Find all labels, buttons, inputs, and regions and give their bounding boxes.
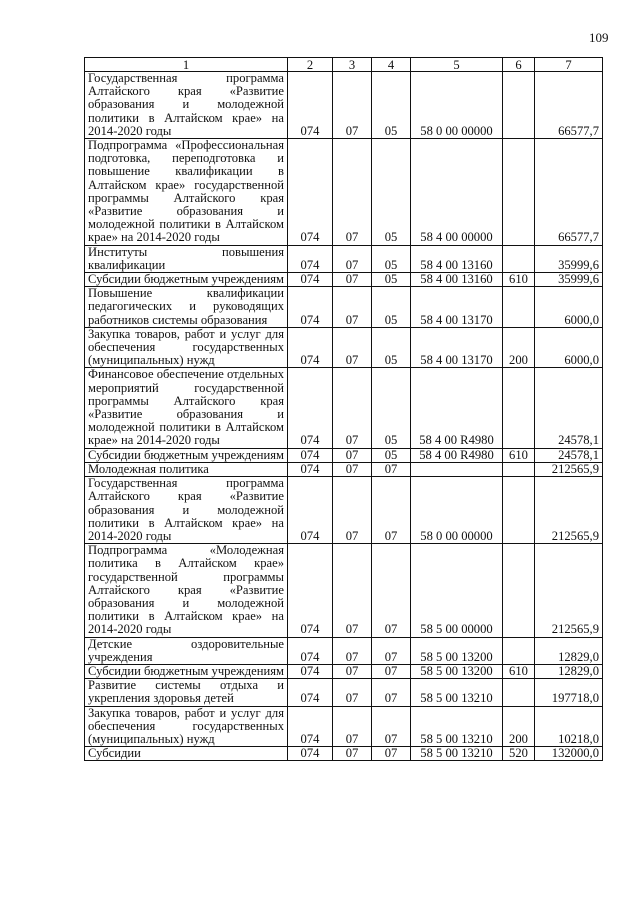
- target-article: 58 4 00 13160: [411, 245, 503, 272]
- row-name: Субсидии бюджетным учреждениям: [85, 448, 288, 462]
- subsection-code: 05: [372, 368, 411, 448]
- section-code: 07: [333, 637, 372, 664]
- target-article: 58 5 00 13210: [411, 747, 503, 761]
- column-header: 6: [503, 58, 535, 72]
- expense-type: [503, 72, 535, 139]
- section-code: 07: [333, 462, 372, 476]
- table-row: [85, 368, 603, 448]
- table-row: [85, 448, 603, 462]
- section-code: 07: [333, 245, 372, 272]
- row-name: Закупка товаров, работ и услуг для обеспечения государственных (муниципальных) нужд: [85, 706, 288, 747]
- row-name: Молодежная политика: [85, 462, 288, 476]
- amount: 12829,0: [535, 664, 603, 678]
- amount: 66577,7: [535, 139, 603, 246]
- amount: 24578,1: [535, 448, 603, 462]
- amount: 12829,0: [535, 637, 603, 664]
- row-name: Подпрограмма «Профессиональная подготовка, переподготовка и повышение квалификации в Алтайском крае» государственной программы Алтайского края «Развитие образования и молодежной политики в Алтайском крае» на 2014-2020 годы: [85, 139, 288, 246]
- amount: 197718,0: [535, 679, 603, 706]
- target-article: [411, 462, 503, 476]
- expense-type: [503, 679, 535, 706]
- expense-type: 610: [503, 664, 535, 678]
- row-name: Субсидии: [85, 747, 288, 761]
- ministry-code: 074: [288, 139, 333, 246]
- table-row: [85, 747, 603, 761]
- ministry-code: 074: [288, 664, 333, 678]
- section-code: 07: [333, 477, 372, 544]
- subsection-code: 05: [372, 273, 411, 287]
- row-name: Институты повышения квалификации: [85, 245, 288, 272]
- row-name: Подпрограмма «Молодежная политика в Алтайском крае» государственной программы Алтайского края «Развитие образования и молодежной политики в Алтайском крае» на 2014-2020 годы: [85, 544, 288, 637]
- ministry-code: 074: [288, 287, 333, 328]
- table-row: [85, 637, 603, 664]
- section-code: 07: [333, 664, 372, 678]
- table-row: [85, 287, 603, 328]
- expense-type: [503, 245, 535, 272]
- ministry-code: 074: [288, 637, 333, 664]
- section-code: 07: [333, 679, 372, 706]
- amount: 10218,0: [535, 706, 603, 747]
- ministry-code: 074: [288, 448, 333, 462]
- subsection-code: 05: [372, 327, 411, 368]
- subsection-code: 05: [372, 139, 411, 246]
- amount: 212565,9: [535, 477, 603, 544]
- subsection-code: 07: [372, 747, 411, 761]
- subsection-code: 07: [372, 637, 411, 664]
- row-name: Государственная программа Алтайского края «Развитие образования и молодежной политики в Алтайском крае» на 2014-2020 годы: [85, 477, 288, 544]
- expense-type: [503, 368, 535, 448]
- section-code: 07: [333, 72, 372, 139]
- ministry-code: 074: [288, 544, 333, 637]
- table-row: [85, 139, 603, 246]
- row-name: Финансовое обеспечение отдельных мероприятий государственной программы Алтайского края «Развитие образования и молодежной политики в Алтайском крае» на 2014-2020 годы: [85, 368, 288, 448]
- section-code: 07: [333, 747, 372, 761]
- subsection-code: 05: [372, 287, 411, 328]
- ministry-code: 074: [288, 368, 333, 448]
- column-header: 7: [535, 58, 603, 72]
- target-article: 58 5 00 13210: [411, 706, 503, 747]
- row-name: Субсидии бюджетным учреждениям: [85, 664, 288, 678]
- target-article: 58 4 00 R4980: [411, 448, 503, 462]
- subsection-code: 07: [372, 679, 411, 706]
- page-number: 109: [589, 30, 609, 45]
- subsection-code: 07: [372, 706, 411, 747]
- amount: 66577,7: [535, 72, 603, 139]
- section-code: 07: [333, 327, 372, 368]
- ministry-code: 074: [288, 706, 333, 747]
- ministry-code: 074: [288, 477, 333, 544]
- ministry-code: 074: [288, 72, 333, 139]
- section-code: 07: [333, 139, 372, 246]
- target-article: 58 4 00 13170: [411, 287, 503, 328]
- row-name: Субсидии бюджетным учреждениям: [85, 273, 288, 287]
- expense-type: [503, 477, 535, 544]
- expense-type: [503, 544, 535, 637]
- subsection-code: 05: [372, 72, 411, 139]
- section-code: 07: [333, 706, 372, 747]
- target-article: 58 5 00 13210: [411, 679, 503, 706]
- amount: 212565,9: [535, 462, 603, 476]
- table-row: [85, 679, 603, 706]
- table-row: [85, 462, 603, 476]
- subsection-code: 07: [372, 544, 411, 637]
- target-article: 58 4 00 00000: [411, 139, 503, 246]
- expense-type: [503, 462, 535, 476]
- target-article: 58 5 00 00000: [411, 544, 503, 637]
- subsection-code: 05: [372, 245, 411, 272]
- column-header: 4: [372, 58, 411, 72]
- target-article: 58 5 00 13200: [411, 637, 503, 664]
- table-row: [85, 72, 603, 139]
- table-row: [85, 544, 603, 637]
- table-row: [85, 273, 603, 287]
- ministry-code: 074: [288, 327, 333, 368]
- column-header: 3: [333, 58, 372, 72]
- table-row: [85, 327, 603, 368]
- target-article: 58 5 00 13200: [411, 664, 503, 678]
- ministry-code: 074: [288, 273, 333, 287]
- row-name: Повышение квалификации педагогических и руководящих работников системы образования: [85, 287, 288, 328]
- target-article: 58 4 00 13160: [411, 273, 503, 287]
- row-name: Детские оздоровительные учреждения: [85, 637, 288, 664]
- table-header-row: [85, 58, 603, 72]
- column-header: 1: [85, 58, 288, 72]
- target-article: 58 0 00 00000: [411, 72, 503, 139]
- subsection-code: 07: [372, 477, 411, 544]
- section-code: 07: [333, 368, 372, 448]
- table-row: [85, 245, 603, 272]
- target-article: 58 4 00 13170: [411, 327, 503, 368]
- expense-type: [503, 139, 535, 246]
- table-row: [85, 477, 603, 544]
- column-header: 2: [288, 58, 333, 72]
- amount: 35999,6: [535, 273, 603, 287]
- amount: 24578,1: [535, 368, 603, 448]
- target-article: 58 4 00 R4980: [411, 368, 503, 448]
- expense-type: 200: [503, 706, 535, 747]
- row-name: Развитие системы отдыха и укрепления здоровья детей: [85, 679, 288, 706]
- ministry-code: 074: [288, 462, 333, 476]
- subsection-code: 07: [372, 462, 411, 476]
- expense-type: [503, 637, 535, 664]
- amount: 132000,0: [535, 747, 603, 761]
- row-name: Закупка товаров, работ и услуг для обеспечения государственных (муниципальных) нужд: [85, 327, 288, 368]
- amount: 6000,0: [535, 287, 603, 328]
- ministry-code: 074: [288, 747, 333, 761]
- section-code: 07: [333, 448, 372, 462]
- subsection-code: 05: [372, 448, 411, 462]
- table-row: [85, 706, 603, 747]
- table-body: [85, 72, 603, 761]
- expense-type: 610: [503, 448, 535, 462]
- expense-type: 520: [503, 747, 535, 761]
- subsection-code: 07: [372, 664, 411, 678]
- target-article: 58 0 00 00000: [411, 477, 503, 544]
- section-code: 07: [333, 287, 372, 328]
- amount: 35999,6: [535, 245, 603, 272]
- expense-type: 610: [503, 273, 535, 287]
- amount: 212565,9: [535, 544, 603, 637]
- table-row: [85, 664, 603, 678]
- section-code: 07: [333, 544, 372, 637]
- amount: 6000,0: [535, 327, 603, 368]
- expense-type: 200: [503, 327, 535, 368]
- column-header: 5: [411, 58, 503, 72]
- budget-table: [84, 57, 603, 761]
- expense-type: [503, 287, 535, 328]
- section-code: 07: [333, 273, 372, 287]
- ministry-code: 074: [288, 679, 333, 706]
- row-name: Государственная программа Алтайского края «Развитие образования и молодежной политики в Алтайском крае» на 2014-2020 годы: [85, 72, 288, 139]
- ministry-code: 074: [288, 245, 333, 272]
